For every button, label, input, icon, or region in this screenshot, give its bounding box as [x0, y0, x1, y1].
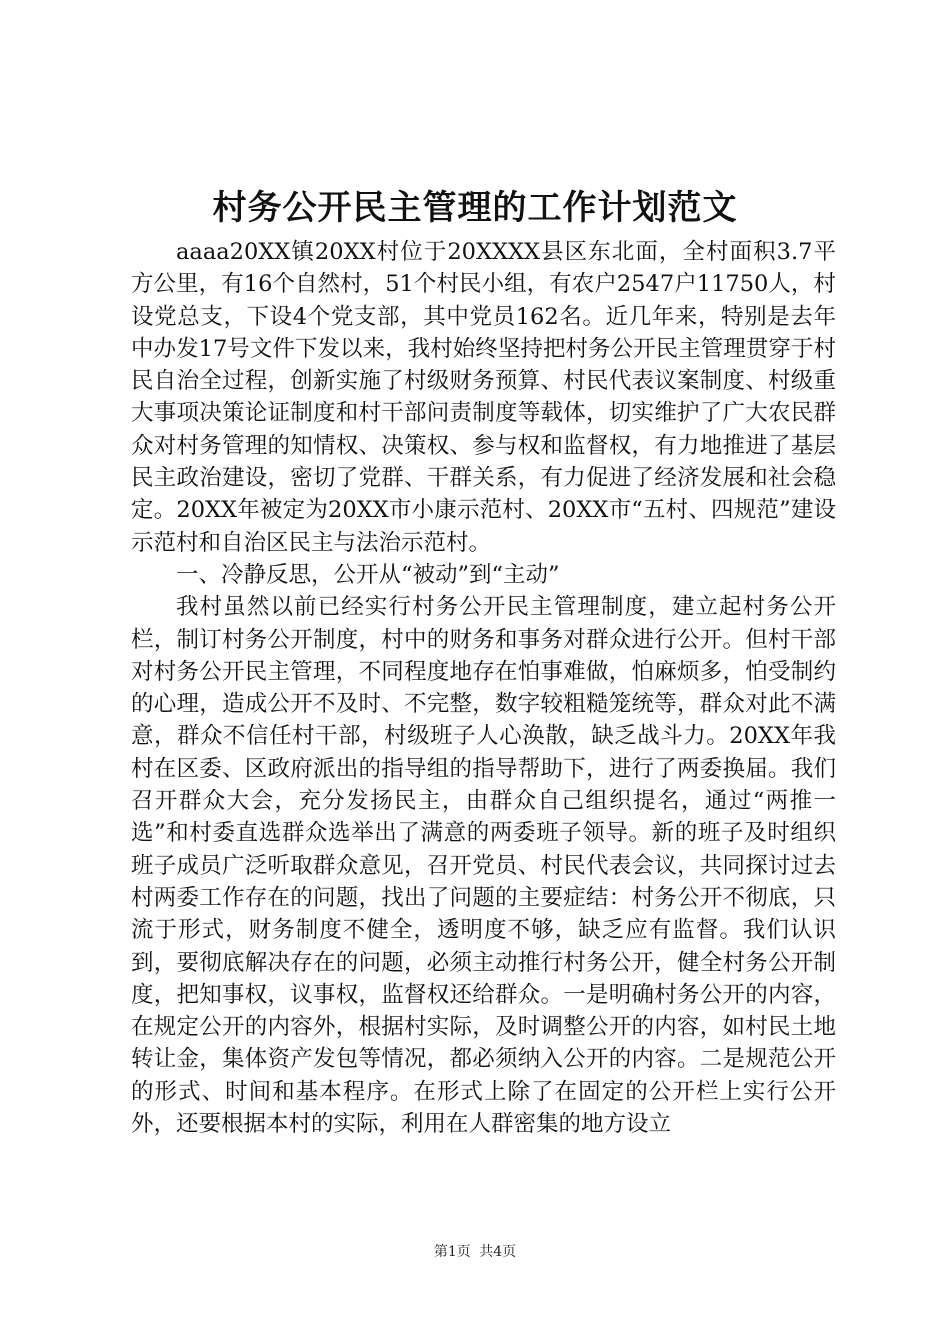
page-number: 第1页 — [433, 1244, 471, 1260]
section-heading: 一、冷静反思，公开从“被动”到“主动” — [176, 561, 560, 588]
paragraph-intro: aaaa20XX镇20XX村位于20XXXX县区东北面，全村面积3.7平方公里，有16个自然村，51个村民小组，有农户2547户11750人，村设党总支，下设4个党支部，其中党员162名。近几年来，特别是去年中办发17号文件下发以来，我村始终坚持把村务公开民主管理贯穿于村民自治全过程，创新实施了村级财务预算、村民代表议案制度、村级重大事项决策论证制度和村干部问责制度等载体，切实维护了广大农民群众对村务管理的知情权、决策权、参与权和监督权，有力地推进了基层民主政治建设，密切了党群、干群关系，有力促进了经济发展和社会稳定。20XX年被定为20XX市小康示范村、20XX市“五村、四规范”建设示范村和自治区民主与法治示范村。 — [131, 239, 836, 556]
document-title: 村务公开民主管理的工作计划范文 — [212, 188, 738, 228]
paragraph-section-one: 我村虽然以前已经实行村务公开民主管理制度，建立起村务公开栏，制订村务公开制度，村中的财务和事务对群众进行公开。但村干部对村务公开民主管理，不同程度地存在怕事难做，怕麻烦多，怕受制约的心理，造成公开不及时、不完整，数字较粗糙笼统等，群众对此不满意，群众不信任村干部，村级班子人心涣散，缺乏战斗力。20XX年我村在区委、区政府派出的指导组的指导帮助下，进行了两委换届。我们召开群众大会，充分发扬民主，由群众自己组织提名，通过“两推一选”和村委直选群众选举出了满意的两委班子领导。新的班子及时组织班子成员广泛听取群众意见，召开党员、村民代表会议，共同探讨过去村两委工作存在的问题，找出了问题的主要症结：村务公开不彻底，只流于形式，财务制度不健全，透明度不够，缺乏应有监督。我们认识到，要彻底解决存在的问题，必须主动推行村务公开，健全村务公开制度，把知事权，议事权，监督权还给群众。一是明确村务公开的内容，在规定公开的内容外，根据村实际，及时调整公开的内容，如村民土地转让金，集体资产发包等情况，都必须纳入公开的内容。二是规范公开的形式、时间和基本程序。在形式上除了在固定的公开栏上实行公开外，还要根据本村的实际，利用在人群密集的地方设立 — [131, 594, 836, 1138]
document-body — [131, 236, 836, 1140]
page-total: 共4页 — [479, 1244, 517, 1260]
page-footer — [0, 1242, 950, 1262]
